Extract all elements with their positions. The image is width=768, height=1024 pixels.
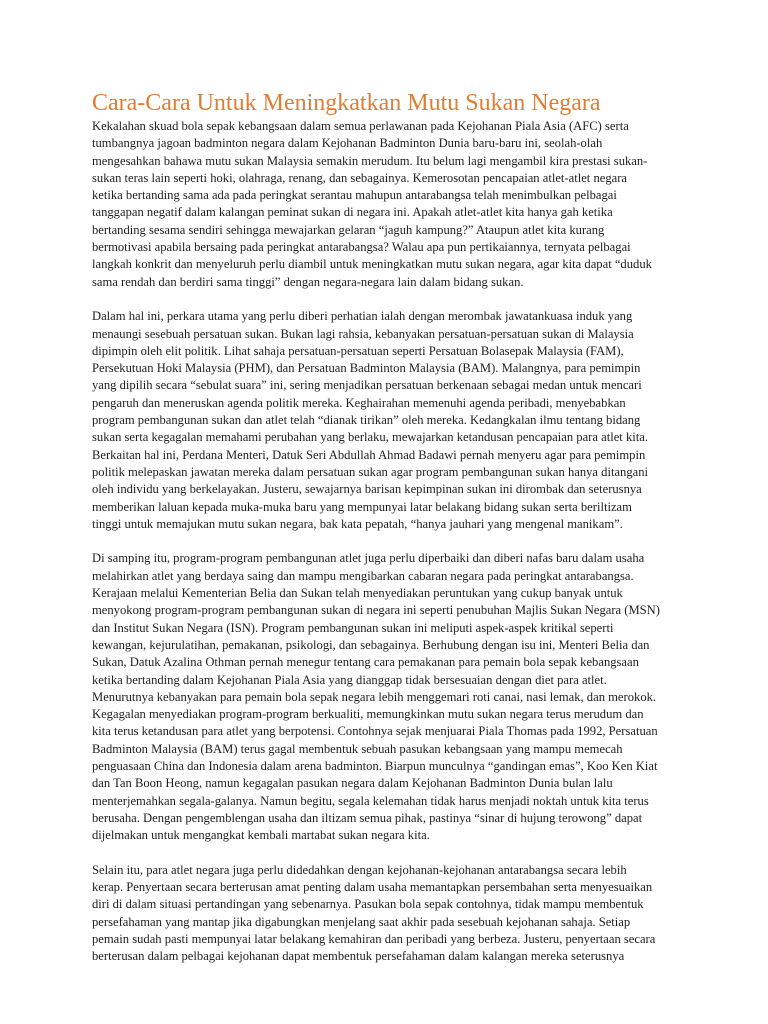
paragraph-line: berterusan dalam pelbagai kejohanan dapat membentuk persefahaman dalam kalangan mereka seterusnya <box>92 949 625 964</box>
paragraph-line: ketika bertanding sama ada pada peringkat serantau mahupun antarabangsa telah menimbulkan pelbagai <box>92 188 617 203</box>
document-title: Cara-Cara Untuk Meningkatkan Mutu Sukan Negara <box>92 90 601 116</box>
paragraph-line: Badminton Malaysia (BAM) terus gagal membentuk sebuah pasukan kebangsaan yang mampu memecah <box>92 741 623 756</box>
paragraph-line: menterjemahkan segala-galanya. Namun begitu, segala kelemahan tidak harus menjadi noktah untuk kita terus <box>92 793 649 808</box>
paragraph-line: oleh individu yang berkelayakan. Justeru, sewajarnya barisan kepimpinan sukan ini dirombak dan seterusnya <box>92 482 642 497</box>
paragraph-line: pemain sudah pasti mempunyai latar belakang kemahiran dan peribadi yang berbeza. Justeru, penyertaan secara <box>92 931 656 946</box>
paragraph-line: sukan serta kegagalan memahami perubahan yang berlaku, mewajarkan ketandusan pencapaian para atlet kita. <box>92 430 648 445</box>
paragraph-line: persefahaman yang mantap jika digabungkan menjelang saat akhir pada sesebuah kejohanan sahaja. Setiap <box>92 914 631 929</box>
paragraph-line: Kekalahan skuad bola sepak kebangsaan dalam semua perlawanan pada Kejohanan Piala Asia (AFC) serta <box>92 119 629 133</box>
paragraph-line: dan Tan Boon Heong, namun kegagalan pasukan negara dalam Kejohanan Badminton Dunia bulan lalu <box>92 776 613 791</box>
paragraph-line: diri di dalam situasi pertandingan yang sebenarnya. Pasukan bola sepak contohnya, tidak mampu membentuk <box>92 897 644 912</box>
paragraph-line: politik melepaskan jawatan mereka dalam persatuan sukan agar program pembangunan sukan hanya ditangani <box>92 464 649 479</box>
paragraph-line: kewangan, kejurulatihan, pemakanan, psikologi, dan sebagainya. Berhubung dengan isu ini, Menteri Belia dan <box>92 637 650 652</box>
paragraph-line: Kegagalan menyediakan program-program berkualiti, memungkinkan mutu sukan negara terus merudum dan <box>92 707 644 722</box>
paragraph-line: Sukan, Datuk Azalina Othman pernah menegur tentang cara pemakanan para pemain bola sepak kebangsaan <box>92 655 639 670</box>
paragraph-line: sukan teras lain seperti hoki, olahraga, renang, dan sebagainya. Kemerosotan pencapaian atlet-atlet negara <box>92 170 628 185</box>
paragraph-line: kerap. Penyertaan secara berterusan amat penting dalam usaha memantapkan persembahan serta menyesuaikan <box>92 880 653 895</box>
paragraph-line: tumbangnya jagoan badminton negara dalam Kejohanan Badminton Dunia baru-baru ini, seolah-olah <box>92 136 603 151</box>
paragraph-line: ketika bertanding dalam Kejohanan Piala Asia yang dianggap tidak bersesuaian dengan diet para atlet. <box>92 672 607 687</box>
paragraph-line: pengaruh dan meneruskan agenda politik mereka. Keghairahan memenuhi agenda peribadi, menyebabkan <box>92 395 626 410</box>
paragraph-line: yang dipilih secara “sebulat suara” ini, sering menjadikan persatuan berkenaan sebagai medan untuk mencari <box>92 378 642 393</box>
paragraph-line: Selain itu, para atlet negara juga perlu didedahkan dengan kejohanan-kejohanan antarabangsa secara lebih <box>92 862 627 877</box>
paragraph-line: mengesahkan bahawa mutu sukan Malaysia semakin merudum. Itu belum lagi mengambil kira prestasi sukan- <box>92 153 648 168</box>
paragraph-line: Kerajaan melalui Kementerian Belia dan Sukan telah menyediakan peruntukan yang cukup banyak untuk <box>92 586 623 601</box>
paragraph-line: langkah konkrit dan menyeluruh perlu diambil untuk meningkatkan mutu sukan negara, agar kita dapat “duduk <box>92 257 652 272</box>
paragraph-line: Dalam hal ini, perkara utama yang perlu diberi perhatian ialah dengan merombak jawatankuasa induk yang <box>92 309 633 324</box>
body-paragraph <box>92 862 680 966</box>
paragraph-line: bermotivasi apabila bersaing pada peringkat antarabangsa? Walau apa pun pertikaiannya, ternyata pelbagai <box>92 240 631 255</box>
document-page <box>92 88 680 983</box>
paragraph-line: berusaha. Dengan pengemblengan usaha dan iltizam semua pihak, pastinya “sinar di hujung terowong” dapat <box>92 810 643 825</box>
paragraph-line: memberikan laluan kepada muka-muka baru yang mempunyai latar belakang bidang sukan serta beriltizam <box>92 499 632 514</box>
paragraph-line: melahirkan atlet yang berdaya saing dan mampu mengibarkan cabaran negara pada peringkat antarabangsa. <box>92 568 634 583</box>
paragraph-line: menaungi sesebuah persatuan sukan. Bukan lagi rahsia, kebanyakan persatuan-persatuan sukan di Malaysia <box>92 326 634 341</box>
paragraph-line: Persekutuan Hoki Malaysia (PHM), dan Persatuan Badminton Malaysia (BAM). Malangnya, para pemimpin <box>92 361 641 376</box>
body-paragraph <box>92 550 680 844</box>
paragraph-line: program pembangunan sukan dan atlet telah “dianak tirikan” oleh mereka. Kedangkalan ilmu tentang bidang <box>92 413 641 428</box>
document-body <box>92 118 680 966</box>
body-paragraph <box>92 308 680 533</box>
paragraph-line: bertanding sesama sendiri sehingga mewajarkan gelaran “jaguh kampung?” Ataupun atlet kita kurang <box>92 222 605 237</box>
paragraph-line: dan Institut Sukan Negara (ISN). Program pembangunan sukan ini meliputi aspek-aspek kritikal seperti <box>92 620 614 635</box>
paragraph-line: kita terus ketandusan para atlet yang berpotensi. Contohnya sejak menjuarai Piala Thomas pada 1992, Persatuan <box>92 724 658 739</box>
paragraph-line: sama rendah dan berdiri sama tinggi” dengan negara-negara lain dalam bidang sukan. <box>92 274 524 289</box>
paragraph-line: tinggi untuk memajukan mutu sukan negara, bak kata pepatah, “hanya jauhari yang mengenal manikam”. <box>92 516 623 531</box>
paragraph-line: menyokong program-program pembangunan sukan di negara ini seperti penubuhan Majlis Sukan Negara (MSN) <box>92 603 660 618</box>
paragraph-line: dijelmakan untuk mengangkat kembali martabat sukan negara kita. <box>92 828 430 843</box>
paragraph-line: penguasaan China dan Indonesia dalam arena badminton. Biarpun munculnya “gandingan emas”, Koo Ken Kiat <box>92 758 658 773</box>
paragraph-line: Menurutnya kebanyakan para pemain bola sepak negara lebih menggemari roti canai, nasi lemak, dan merokok. <box>92 689 657 704</box>
paragraph-line: Di samping itu, program-program pembangunan atlet juga perlu diperbaiki dan diberi nafas baru dalam usaha <box>92 551 645 566</box>
paragraph-line: dipimpin oleh elit politik. Lihat sahaja persatuan-persatuan seperti Persatuan Bolasepak Malaysia (FAM), <box>92 343 624 358</box>
paragraph-line: Berkaitan hal ini, Perdana Menteri, Datuk Seri Abdullah Ahmad Badawi pernah menyeru agar para pemimpin <box>92 447 646 462</box>
body-paragraph <box>92 118 680 291</box>
paragraph-line: tanggapan negatif dalam kalangan peminat sukan di negara ini. Apakah atlet-atlet kita hanya gah ketika <box>92 205 613 220</box>
